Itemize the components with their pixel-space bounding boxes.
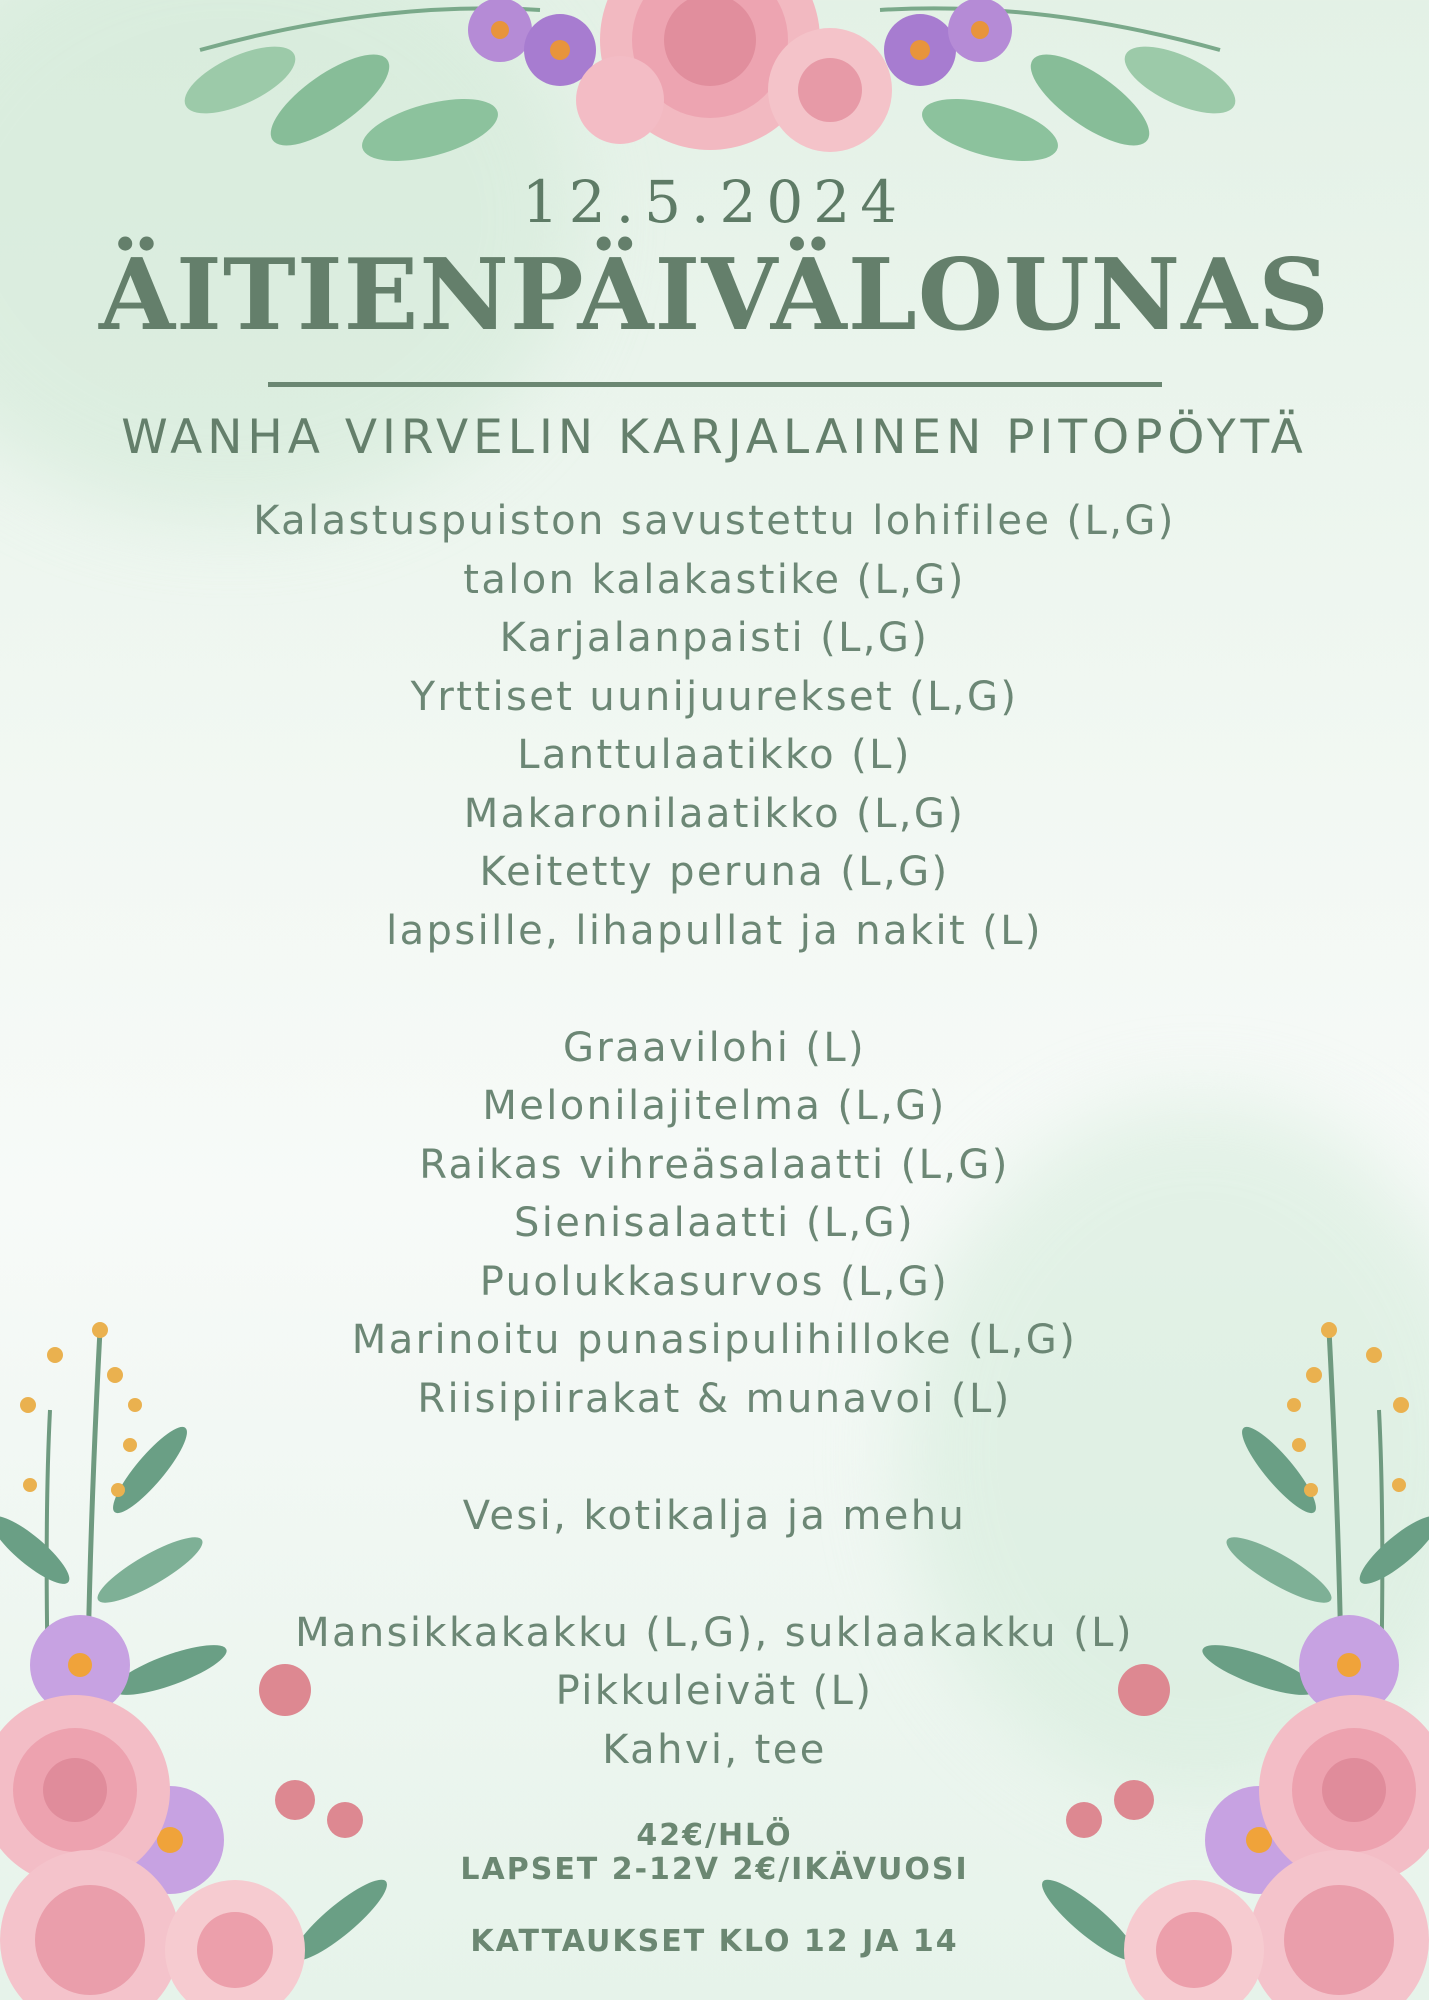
menu-item: lapsille, lihapullat ja nakit (L) [386,907,1043,954]
servings-label: KATTAUKSET KLO 12 JA 14 [470,1924,959,1959]
menu-spacer [0,1545,1429,1604]
rose-icon [576,0,892,152]
price-label: 42€/HLÖ [636,1818,793,1853]
menu-item: Makaronilaatikko (L,G) [463,790,966,837]
page-subtitle: WANHA VIRVELIN KARJALAINEN PITOPÖYTÄ [121,410,1308,465]
event-date: 12.5.2024 [521,168,908,236]
menu-spacer [0,960,1429,1019]
menu-item: talon kalakastike (L,G) [463,556,966,603]
menu-item: Karjalanpaisti (L,G) [499,615,930,661]
menu-item: Mansikkakakku (L,G), suklaakakku (L) [295,1609,1134,1656]
menu-item: Yrttiset uunijuurekset (L,G) [410,673,1019,720]
top-floral-decoration [180,0,1240,180]
menu-spacer [0,1428,1429,1487]
menu-item: Marinoitu punasipulihilloke (L,G) [351,1317,1078,1363]
menu-item: Sienisalaatti (L,G) [513,1200,916,1246]
menu-item: Pikkuleivät (L) [555,1668,874,1714]
menu-item: Melonilajitelma (L,G) [482,1083,947,1129]
menu-item: Keitetty peruna (L,G) [479,849,950,895]
menu-list [0,492,1429,1779]
menu-item: Puolukkasurvos (L,G) [479,1258,950,1305]
menu-item: Riisipiirakat & munavoi (L) [417,1375,1012,1422]
menu-item: Raikas vihreäsalaatti (L,G) [419,1141,1010,1188]
title-divider [268,382,1162,387]
menu-item: Vesi, kotikalja ja mehu [462,1492,967,1539]
children-price-label: LAPSET 2-12V 2€/IKÄVUOSI [460,1852,969,1887]
menu-item: Kalastuspuiston savustettu lohifilee (L,G) [253,498,1176,544]
menu-item: Kahvi, tee [602,1726,827,1773]
menu-item: Graavilohi (L) [562,1024,867,1071]
page-title: ÄITIENPÄIVÄLOUNAS [99,238,1330,353]
menu-item: Lanttulaatikko (L) [517,732,912,778]
